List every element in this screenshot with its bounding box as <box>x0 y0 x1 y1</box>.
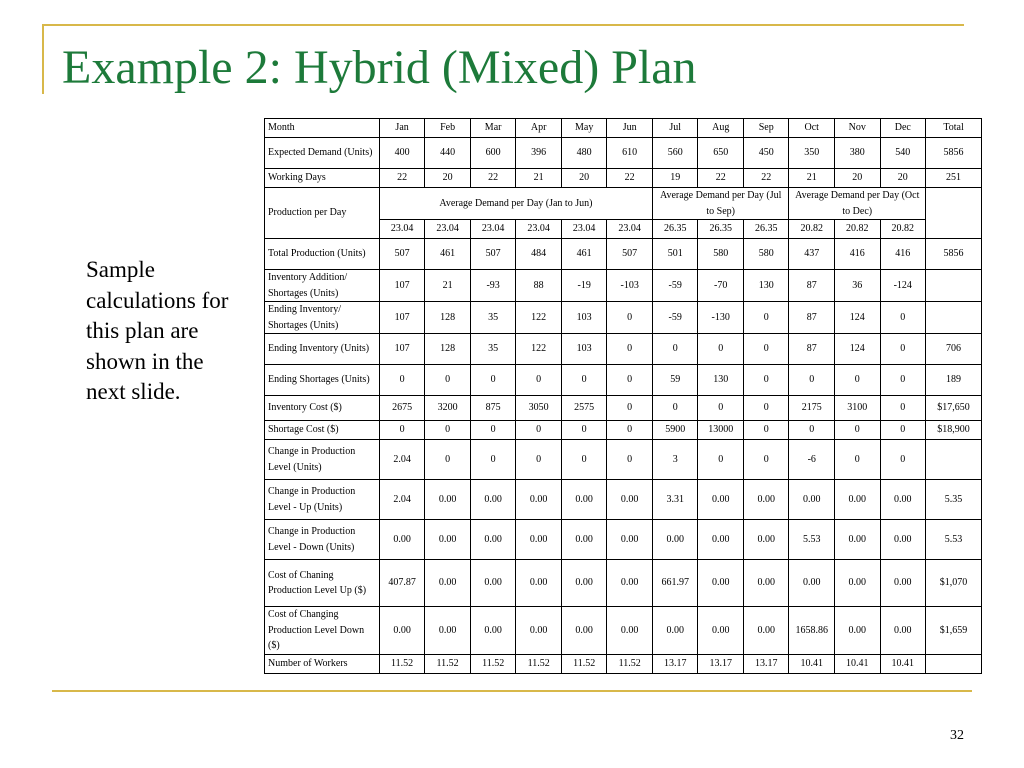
table-cell: 0.00 <box>835 520 881 560</box>
table-cell: 0.00 <box>470 560 516 607</box>
table-cell: 540 <box>880 138 926 169</box>
row-label: Ending Inventory (Units) <box>265 334 380 365</box>
table-cell: 20 <box>561 169 607 188</box>
table-cell: 0.00 <box>470 520 516 560</box>
table-cell: 0 <box>652 334 698 365</box>
row-label: Inventory Cost ($) <box>265 396 380 421</box>
table-row-ending-inventory <box>265 334 982 365</box>
table-row-cost-up <box>265 560 982 607</box>
table-cell: 0.00 <box>607 480 653 520</box>
header-cell: May <box>561 119 607 138</box>
row-label: Number of Workers <box>265 654 380 673</box>
table-cell: 2.04 <box>379 480 425 520</box>
table-cell: 23.04 <box>561 220 607 239</box>
table-cell: 5900 <box>652 421 698 440</box>
table-cell <box>926 440 982 480</box>
table-cell: 0.00 <box>561 607 607 655</box>
table-cell: 0 <box>880 421 926 440</box>
table-cell: 22 <box>698 169 744 188</box>
table-row-expected-demand <box>265 138 982 169</box>
table-cell: 5856 <box>926 239 982 270</box>
table-cell: 5856 <box>926 138 982 169</box>
table-cell: 580 <box>698 239 744 270</box>
table-row-inventory-cost <box>265 396 982 421</box>
table-row-cost-down <box>265 607 982 655</box>
table-cell: 26.35 <box>652 220 698 239</box>
table-cell: 0.00 <box>470 480 516 520</box>
table-cell: 20 <box>425 169 471 188</box>
table-cell: 19 <box>652 169 698 188</box>
table-cell: 23.04 <box>379 220 425 239</box>
table-cell: 0 <box>743 365 789 396</box>
table-cell: 560 <box>652 138 698 169</box>
table-cell: 3200 <box>425 396 471 421</box>
table-cell: 0.00 <box>425 520 471 560</box>
row-label: Total Production (Units) <box>265 239 380 270</box>
table-cell: 122 <box>516 334 562 365</box>
table-row-change-up <box>265 480 982 520</box>
table-cell: 59 <box>652 365 698 396</box>
table-row-total-production <box>265 239 982 270</box>
table-cell: 0 <box>470 365 516 396</box>
table-cell: 0.00 <box>789 560 835 607</box>
header-cell: Feb <box>425 119 471 138</box>
table-row-workers <box>265 654 982 673</box>
top-border-line <box>42 24 964 26</box>
table-cell: 13.17 <box>698 654 744 673</box>
table-cell: 122 <box>516 302 562 334</box>
table-cell: 0.00 <box>652 607 698 655</box>
table-row-ending-shortages <box>265 365 982 396</box>
header-cell: Mar <box>470 119 516 138</box>
table-cell: 0 <box>470 421 516 440</box>
table-cell: 437 <box>789 239 835 270</box>
table-cell: 87 <box>789 270 835 302</box>
table-cell: $1,659 <box>926 607 982 655</box>
row-label: Ending Shortages (Units) <box>265 365 380 396</box>
page-number: 32 <box>950 728 964 743</box>
table-cell: -19 <box>561 270 607 302</box>
table-cell: 0.00 <box>835 480 881 520</box>
table-cell: 0.00 <box>607 520 653 560</box>
table-cell: 0.00 <box>425 560 471 607</box>
table-cell: 380 <box>835 138 881 169</box>
table-cell: 20.82 <box>835 220 881 239</box>
table-cell: 875 <box>470 396 516 421</box>
table-cell: 22 <box>607 169 653 188</box>
table-cell: 20 <box>880 169 926 188</box>
table-cell: 0 <box>698 334 744 365</box>
table-cell: 21 <box>789 169 835 188</box>
table-cell: 0 <box>835 365 881 396</box>
table-cell: 0 <box>425 421 471 440</box>
table-cell: 0.00 <box>425 607 471 655</box>
table-cell: 0.00 <box>607 607 653 655</box>
table-cell: 396 <box>516 138 562 169</box>
table-cell: 0.00 <box>698 607 744 655</box>
table-cell: -103 <box>607 270 653 302</box>
table-cell: 36 <box>835 270 881 302</box>
header-cell-month: Month <box>265 119 380 138</box>
table-cell: 11.52 <box>561 654 607 673</box>
table-cell: 20.82 <box>789 220 835 239</box>
table-cell: 11.52 <box>516 654 562 673</box>
group-header-jan-jun: Average Demand per Day (Jan to Jun) <box>379 188 652 220</box>
header-cell: Oct <box>789 119 835 138</box>
table-cell: 507 <box>607 239 653 270</box>
table-cell: 35 <box>470 334 516 365</box>
table-cell: 507 <box>470 239 516 270</box>
table-cell: 0.00 <box>516 520 562 560</box>
table-cell: 0 <box>789 421 835 440</box>
table-cell: 350 <box>789 138 835 169</box>
table-cell: 501 <box>652 239 698 270</box>
table-cell: 189 <box>926 365 982 396</box>
header-cell: Aug <box>698 119 744 138</box>
row-label: Inventory Addition/ Shortages (Units) <box>265 270 380 302</box>
header-cell: Jun <box>607 119 653 138</box>
table-cell: 128 <box>425 334 471 365</box>
table-cell: 480 <box>561 138 607 169</box>
table-cell: 13.17 <box>652 654 698 673</box>
table-header-row <box>265 119 982 138</box>
table-cell: 11.52 <box>470 654 516 673</box>
table-cell: 0 <box>652 396 698 421</box>
table-cell: 0.00 <box>425 480 471 520</box>
table-cell <box>926 302 982 334</box>
table-cell: 0 <box>789 365 835 396</box>
table-cell: 0 <box>835 421 881 440</box>
table-cell: 0.00 <box>880 480 926 520</box>
table-cell: 87 <box>789 302 835 334</box>
table-cell: $18,900 <box>926 421 982 440</box>
table-cell: 0.00 <box>652 520 698 560</box>
table-cell: 2.04 <box>379 440 425 480</box>
table-cell: 0 <box>379 365 425 396</box>
table-cell: 0 <box>880 334 926 365</box>
table-cell: 0 <box>698 396 744 421</box>
table-cell: 0 <box>835 440 881 480</box>
table-cell: 13.17 <box>743 654 789 673</box>
table-cell: 21 <box>516 169 562 188</box>
table-cell: 507 <box>379 239 425 270</box>
table-cell: 20 <box>835 169 881 188</box>
table-cell <box>926 270 982 302</box>
table-cell: 461 <box>425 239 471 270</box>
row-label: Change in Production Level - Down (Units) <box>265 520 380 560</box>
table-cell: 11.52 <box>379 654 425 673</box>
table-cell: 22 <box>470 169 516 188</box>
table-cell: 10.41 <box>880 654 926 673</box>
table-cell: 124 <box>835 302 881 334</box>
table-cell: 3100 <box>835 396 881 421</box>
table-cell: 0.00 <box>698 480 744 520</box>
table-cell: 416 <box>835 239 881 270</box>
table-cell: 0 <box>607 396 653 421</box>
table-cell: 0.00 <box>561 480 607 520</box>
table-cell: 107 <box>379 334 425 365</box>
table-cell: 0.00 <box>516 480 562 520</box>
table-cell: 23.04 <box>425 220 471 239</box>
table-cell: 0.00 <box>743 560 789 607</box>
row-label: Shortage Cost ($) <box>265 421 380 440</box>
table-cell: 10.41 <box>789 654 835 673</box>
table-cell: 0 <box>880 365 926 396</box>
row-label: Cost of Chaning Production Level Up ($) <box>265 560 380 607</box>
table-cell: 661.97 <box>652 560 698 607</box>
table-row-change-level <box>265 440 982 480</box>
table-cell: 0.00 <box>835 607 881 655</box>
table-cell: 0.00 <box>470 607 516 655</box>
table-cell: 400 <box>379 138 425 169</box>
table-cell: -59 <box>652 302 698 334</box>
table-cell: 87 <box>789 334 835 365</box>
table-cell: 0 <box>607 365 653 396</box>
table-cell: -93 <box>470 270 516 302</box>
table-cell: 103 <box>561 302 607 334</box>
table-cell: 11.52 <box>607 654 653 673</box>
row-label: Expected Demand (Units) <box>265 138 380 169</box>
table-cell: 103 <box>561 334 607 365</box>
table-cell: 0 <box>743 396 789 421</box>
slide-title: Example 2: Hybrid (Mixed) Plan <box>62 41 697 94</box>
row-label: Ending Inventory/ Shortages (Units) <box>265 302 380 334</box>
table-cell: 5.53 <box>926 520 982 560</box>
table-cell: 107 <box>379 270 425 302</box>
table-cell: 0 <box>425 365 471 396</box>
table-cell: 0 <box>698 440 744 480</box>
aggregate-plan-table <box>264 118 982 674</box>
table-cell: 0 <box>607 302 653 334</box>
table-row-ending-inv-short <box>265 302 982 334</box>
table-cell: 0 <box>470 440 516 480</box>
table-cell: 21 <box>425 270 471 302</box>
table-cell: 416 <box>880 239 926 270</box>
table-cell: 26.35 <box>698 220 744 239</box>
table-cell: 10.41 <box>835 654 881 673</box>
table-cell: 0.00 <box>607 560 653 607</box>
table-cell: 0 <box>743 440 789 480</box>
table-cell: -130 <box>698 302 744 334</box>
table-cell: 0 <box>880 440 926 480</box>
table-row-inventory-addition <box>265 270 982 302</box>
table-cell: 11.52 <box>425 654 471 673</box>
table-row-working-days <box>265 169 982 188</box>
side-note: Sample calculations for this plan are shown in the next slide. <box>86 257 229 404</box>
table-cell: 0 <box>516 365 562 396</box>
header-cell: Nov <box>835 119 881 138</box>
table-cell: 23.04 <box>516 220 562 239</box>
table-cell: 23.04 <box>607 220 653 239</box>
empty-cell <box>926 188 982 239</box>
header-cell: Jul <box>652 119 698 138</box>
table-cell: 0.00 <box>379 520 425 560</box>
table-cell: 0.00 <box>561 520 607 560</box>
header-cell: Dec <box>880 119 926 138</box>
table-cell: 0 <box>607 440 653 480</box>
table-cell: 20.82 <box>880 220 926 239</box>
table-cell: 35 <box>470 302 516 334</box>
bottom-border-line <box>52 690 972 692</box>
table-cell: 130 <box>698 365 744 396</box>
row-label: Change in Production Level - Up (Units) <box>265 480 380 520</box>
left-border-line <box>42 24 44 94</box>
table-cell: 0.00 <box>516 560 562 607</box>
table-cell: 23.04 <box>470 220 516 239</box>
table-cell: 0 <box>561 365 607 396</box>
table-cell: 461 <box>561 239 607 270</box>
table-cell: 0 <box>607 334 653 365</box>
table-cell: 0.00 <box>743 607 789 655</box>
table-cell: 0.00 <box>789 480 835 520</box>
table-cell: 3050 <box>516 396 562 421</box>
table-cell: 22 <box>743 169 789 188</box>
table-row-shortage-cost <box>265 421 982 440</box>
table-cell: 0.00 <box>743 520 789 560</box>
table-cell: 0 <box>743 302 789 334</box>
table-cell: 0 <box>743 334 789 365</box>
table-row-change-down <box>265 520 982 560</box>
group-header-jul-sep: Average Demand per Day (Jul to Sep) <box>652 188 789 220</box>
table-cell: 650 <box>698 138 744 169</box>
table-cell: 0 <box>379 421 425 440</box>
table-cell: 0.00 <box>561 560 607 607</box>
table-cell: 407.87 <box>379 560 425 607</box>
table-cell: 0.00 <box>743 480 789 520</box>
table-cell: 0.00 <box>880 560 926 607</box>
table-cell: 128 <box>425 302 471 334</box>
table-cell: 0 <box>743 421 789 440</box>
table-cell: 0.00 <box>880 607 926 655</box>
table-cell: 26.35 <box>743 220 789 239</box>
row-label: Working Days <box>265 169 380 188</box>
table-cell: 251 <box>926 169 982 188</box>
table-cell: 107 <box>379 302 425 334</box>
table-cell: 580 <box>743 239 789 270</box>
table-cell: 600 <box>470 138 516 169</box>
table-cell: -124 <box>880 270 926 302</box>
table-cell: 3 <box>652 440 698 480</box>
table-cell: 0.00 <box>698 560 744 607</box>
table-cell: 22 <box>379 169 425 188</box>
table-cell: 2575 <box>561 396 607 421</box>
header-cell: Total <box>926 119 982 138</box>
table-row-production-per-day <box>265 188 982 220</box>
header-cell: Jan <box>379 119 425 138</box>
table-cell: 0.00 <box>835 560 881 607</box>
table-cell: 0 <box>880 396 926 421</box>
table-cell: $17,650 <box>926 396 982 421</box>
table-cell: 0.00 <box>516 607 562 655</box>
table-cell: 0.00 <box>880 520 926 560</box>
table-cell: -59 <box>652 270 698 302</box>
table-cell: 450 <box>743 138 789 169</box>
row-label: Production per Day <box>265 188 380 239</box>
table-cell: 0 <box>561 440 607 480</box>
table-cell: -6 <box>789 440 835 480</box>
table-cell: -70 <box>698 270 744 302</box>
table-cell: 124 <box>835 334 881 365</box>
table-cell: 5.35 <box>926 480 982 520</box>
table-cell: 2175 <box>789 396 835 421</box>
table-cell: 2675 <box>379 396 425 421</box>
table-cell: 5.53 <box>789 520 835 560</box>
table-cell: 0 <box>516 421 562 440</box>
table-cell: 610 <box>607 138 653 169</box>
table-cell: $1,070 <box>926 560 982 607</box>
header-cell: Apr <box>516 119 562 138</box>
table-cell <box>926 654 982 673</box>
table-cell: 0 <box>561 421 607 440</box>
table-cell: 440 <box>425 138 471 169</box>
table-cell: 0 <box>516 440 562 480</box>
row-label: Cost of Changing Production Level Down ($) <box>265 607 380 655</box>
table-cell: 88 <box>516 270 562 302</box>
table-cell: 3.31 <box>652 480 698 520</box>
header-cell: Sep <box>743 119 789 138</box>
table-cell: 484 <box>516 239 562 270</box>
table-cell: 0 <box>880 302 926 334</box>
table-cell: 130 <box>743 270 789 302</box>
table-cell: 1658.86 <box>789 607 835 655</box>
table-cell: 0 <box>425 440 471 480</box>
group-header-oct-dec: Average Demand per Day (Oct to Dec) <box>789 188 926 220</box>
table-cell: 0.00 <box>379 607 425 655</box>
table-cell: 0.00 <box>698 520 744 560</box>
table-cell: 0 <box>607 421 653 440</box>
row-label: Change in Production Level (Units) <box>265 440 380 480</box>
table-cell: 706 <box>926 334 982 365</box>
table-cell: 13000 <box>698 421 744 440</box>
